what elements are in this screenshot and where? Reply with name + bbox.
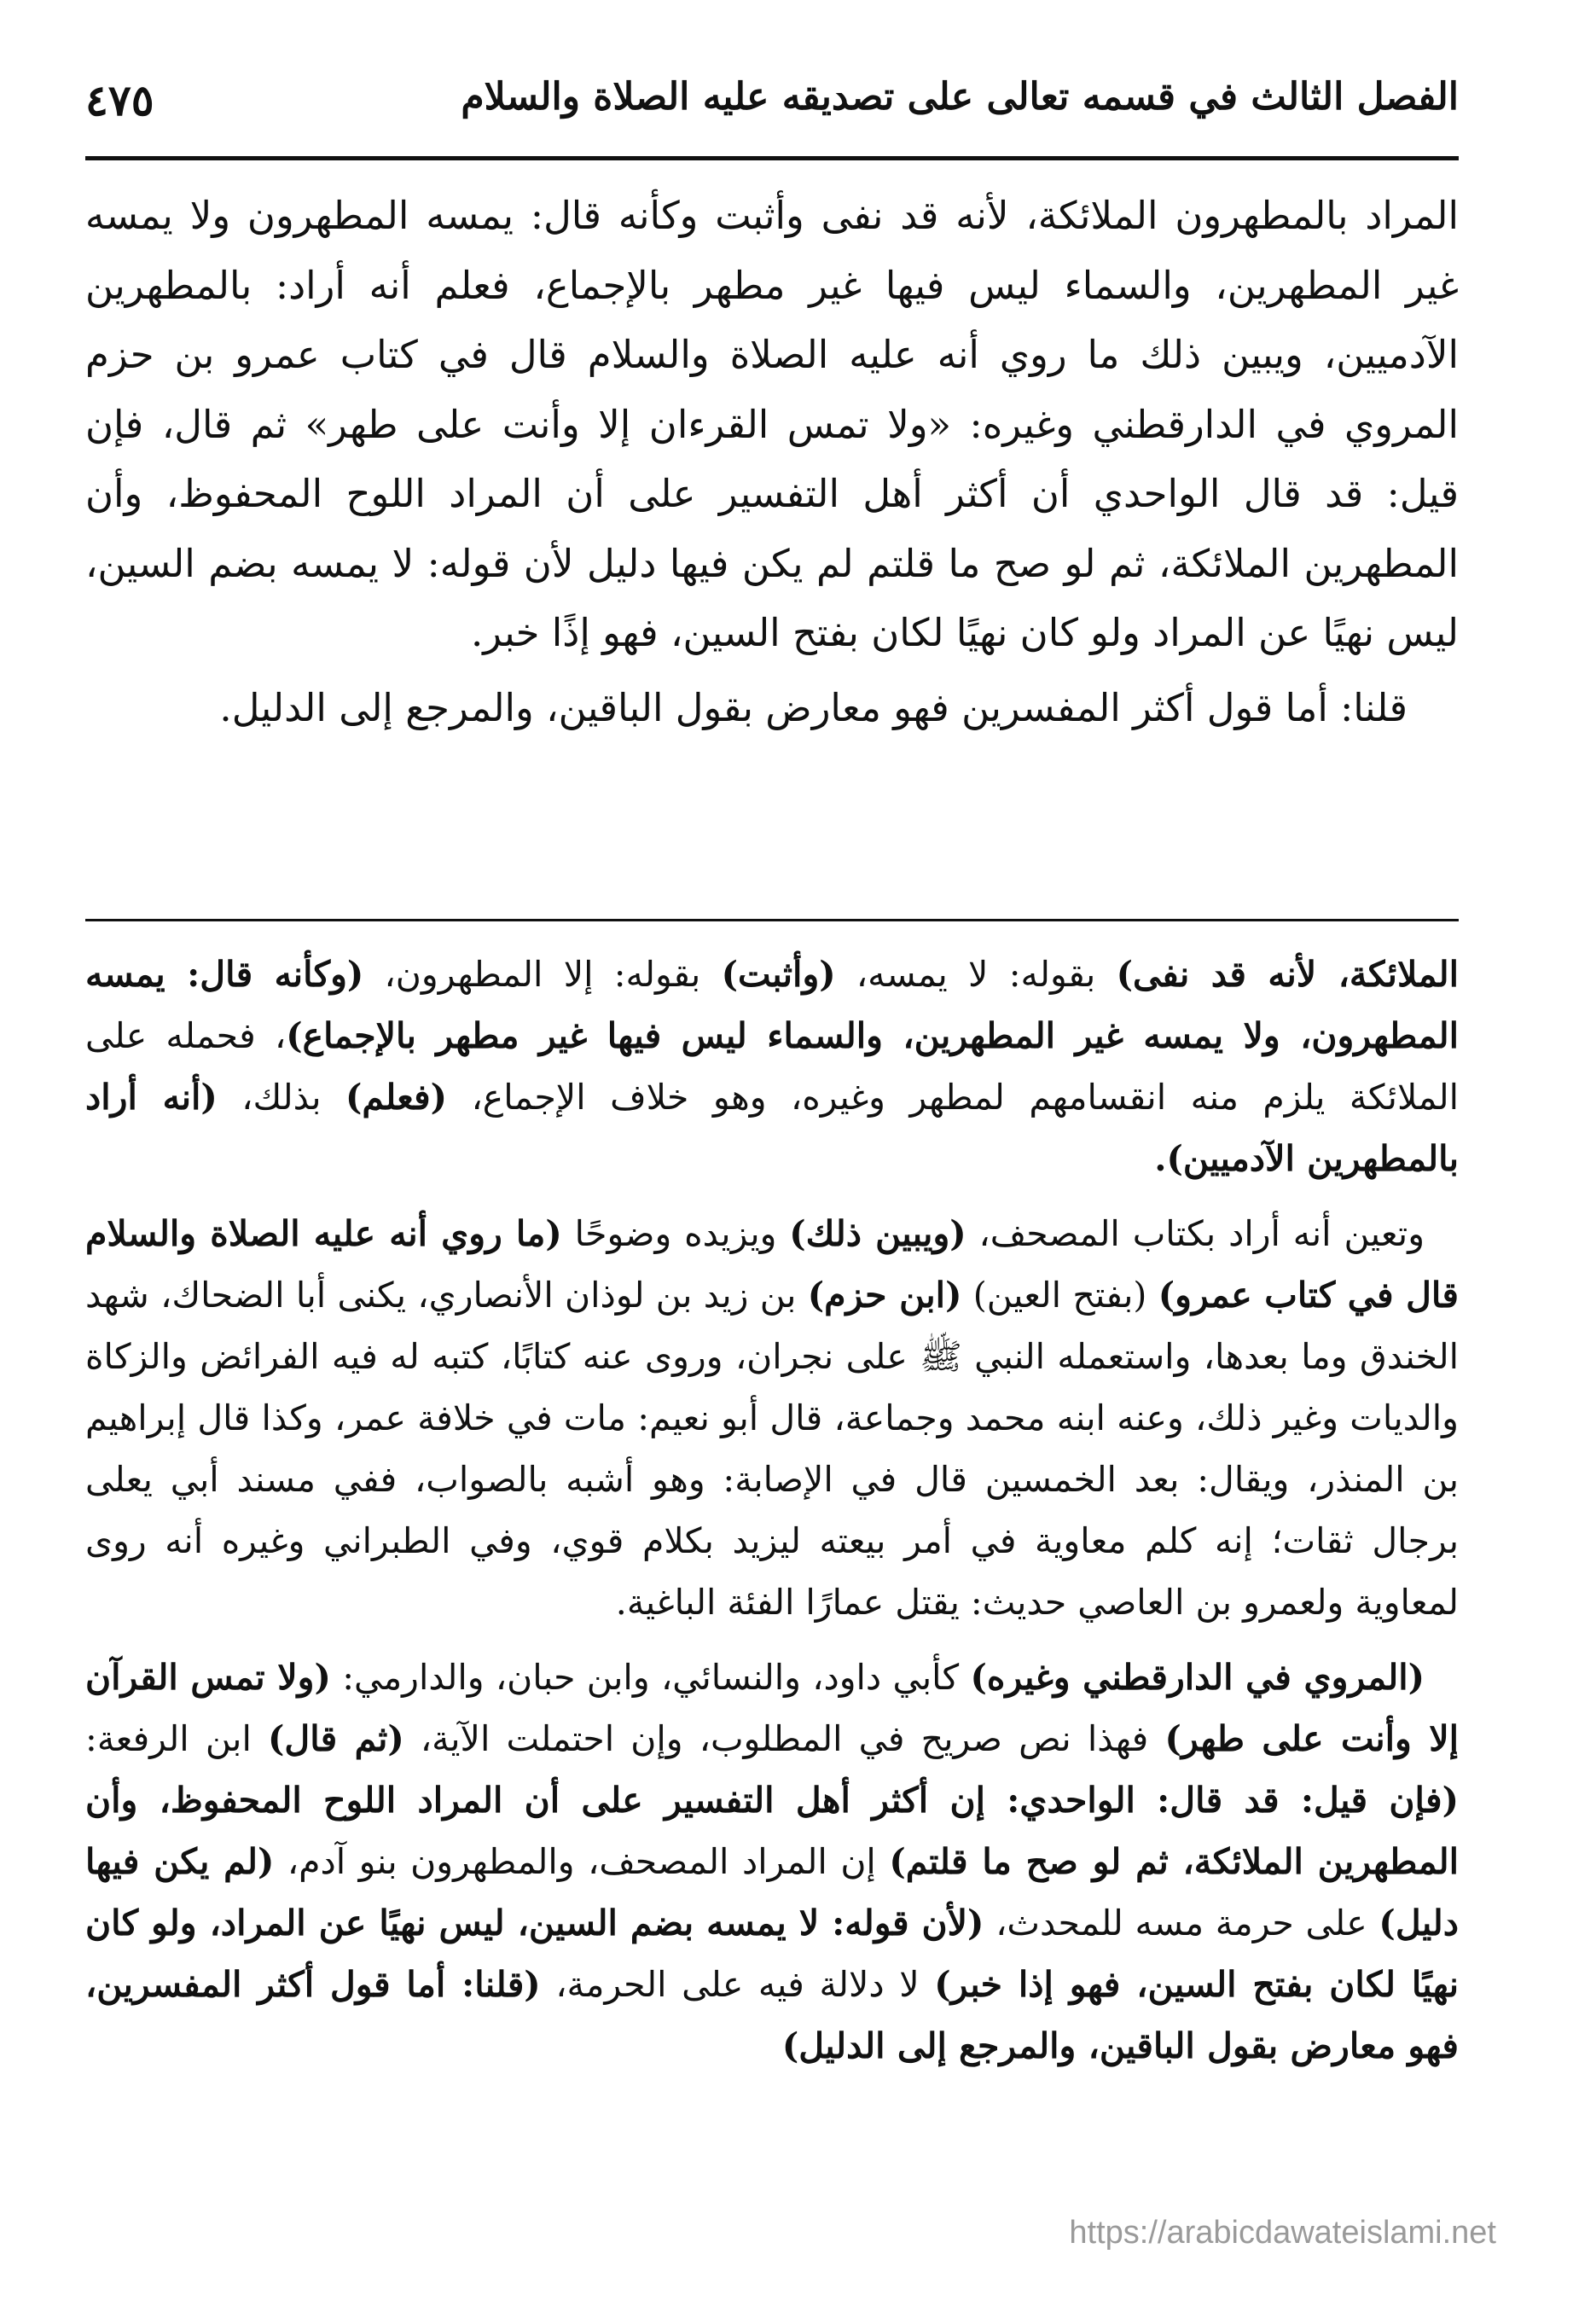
commentary-text: لا دلالة فيه على الحرمة، — [540, 1964, 935, 2005]
quoted-text: (ثم قال) — [268, 1718, 404, 1759]
commentary-paragraph-1 — [85, 944, 1459, 1189]
commentary-divider — [85, 919, 1459, 921]
main-paragraph: المراد بالمطهرون الملائكة، لأنه قد نفى وأثبت وكأنه قال: يمسه المطهرون ولا يمسه غير المطهرين، والسماء ليس فيها غير مطهر بالإجماع، فعلم أنه أراد: بالمطهرين الآدميين، ويبين ذلك ما روي أنه عليه الصلاة والسلام قال في كتاب عمرو بن حزم المروي في الدارقطني وغيره: «ولا تمس القرءان إلا وأنت على طهر» ثم قال، فإن قيل: قد قال الواحدي أن أكثر أهل التفسير على أن المراد اللوح المحفوظ، وأن المطهرين الملائكة، ثم لو صح ما قلتم لم يكن فيها دليل لأن قوله: لا يمسه بضم السين، ليس نهيًا عن المراد ولو كان نهيًا لكان بفتح السين، فهو إذًا خبر. — [85, 193, 1459, 655]
quoted-text: (فإن قيل: قد قال: الواحدي: إن أكثر أهل التفسير على أن المراد اللوح المحفوظ، وأن المطهرين الملائكة، ثم لو صح ما قلتم) — [85, 1780, 1459, 1882]
main-paragraph-answer: قلنا: أما قول أكثر المفسرين فهو معارض بقول الباقين، والمرجع إلى الدليل. — [219, 684, 1408, 730]
commentary-text: كأبي داود، والنسائي، وابن حبان، والدارمي: — [330, 1657, 971, 1698]
running-title: الفصل الثالث في قسمه تعالى على تصديقه عليه الصلاة والسلام — [461, 75, 1459, 119]
quoted-text: (أنه أراد بالمطهرين الآدميين). — [85, 1077, 1459, 1179]
quoted-text: (ولا تمس القرآن إلا وأنت على طهر) — [85, 1657, 1460, 1759]
commentary-text: (بفتح العين) — [961, 1275, 1158, 1316]
commentary-paragraph-2 — [85, 1203, 1459, 1633]
commentary-text: بن زيد بن لوذان الأنصاري، يكنى أبا الضحاك، شهد الخندق وما بعدها، واستعمله النبي ﷺ على نجران، وروى عنه كتابًا، كتبه له فيه الفرائض والزكاة والديات وغير ذلك، وعنه ابنه محمد وجماعة، قال أبو نعيم: مات في خلافة عمر، وكذا قال إبراهيم بن المنذر، ويقال: بعد الخمسين قال في الإصابة: وهو أشبه بالصواب، ففي مسند أبي يعلى برجال ثقات؛ إنه كلم معاوية في أمر بيعته ليزيد بكلام قوي، وفي الطبراني وغيره أنه روى لمعاوية ولعمرو بن العاصي حديث: يقتل عمارًا الفئة الباغية. — [85, 1275, 1459, 1623]
commentary-text: وتعين أنه أراد بكتاب المصحف، — [966, 1213, 1425, 1254]
commentary-text: بذلك، — [217, 1077, 346, 1118]
watermark-url: https://arabicdawateislami.net — [1069, 2215, 1496, 2251]
commentary-text: إن المراد المصحف، والمطهرون بنو آدم، — [274, 1841, 890, 1882]
quoted-text: الملائكة، لأنه قد نفى) — [1116, 954, 1460, 995]
commentary — [85, 944, 1459, 2077]
commentary-text: ويزيده وضوحًا — [561, 1213, 790, 1254]
commentary-text: ، فحمله على الملائكة يلزم منه انقسامهم لمطهر وغيره، وهو خلاف الإجماع، — [85, 1015, 1460, 1118]
page-header — [85, 67, 1459, 152]
main-text — [85, 181, 1459, 742]
quoted-text: (وكأنه قال: يمسه المطهرون، ولا يمسه غير المطهرين، والسماء ليس فيها غير مطهر بالإجماع) — [85, 954, 1459, 1056]
quoted-text: (المروي في الدارقطني وغيره) — [970, 1657, 1425, 1698]
quoted-text: (وأثبت) — [721, 954, 836, 995]
commentary-text: بقوله: إلا المطهرون، — [363, 954, 722, 995]
commentary-text: ابن الرفعة: — [85, 1718, 268, 1759]
commentary-text: بقوله: لا يمسه، — [835, 954, 1117, 995]
quoted-text: (لأن قوله: لا يمسه بضم السين، ليس نهيًا عن المراد، ولو كان نهيًا لكان بفتح السين، فهو إذا خبر) — [85, 1903, 1459, 2005]
commentary-paragraph-3 — [85, 1647, 1459, 2077]
quoted-text: (ابن حزم) — [807, 1275, 962, 1316]
quoted-text: (لم يكن فيها دليل) — [85, 1841, 1459, 1943]
quoted-text: (ويبين ذلك) — [789, 1213, 966, 1254]
quoted-text: (قلنا: أما قول أكثر المفسرين، فهو معارض بقول الباقين، والمرجع إلى الدليل) — [85, 1964, 1459, 2066]
commentary-text: على حرمة مسه للمحدث، — [984, 1903, 1379, 1943]
quoted-text: (ما روي أنه عليه الصلاة والسلام قال في كتاب عمرو) — [85, 1213, 1459, 1316]
header-divider — [85, 156, 1459, 160]
commentary-text: فهذا نص صريح في المطلوب، وإن احتملت الآية، — [403, 1718, 1165, 1759]
quoted-text: (فعلم) — [345, 1077, 448, 1118]
page-number: ٤٧٥ — [85, 75, 154, 125]
